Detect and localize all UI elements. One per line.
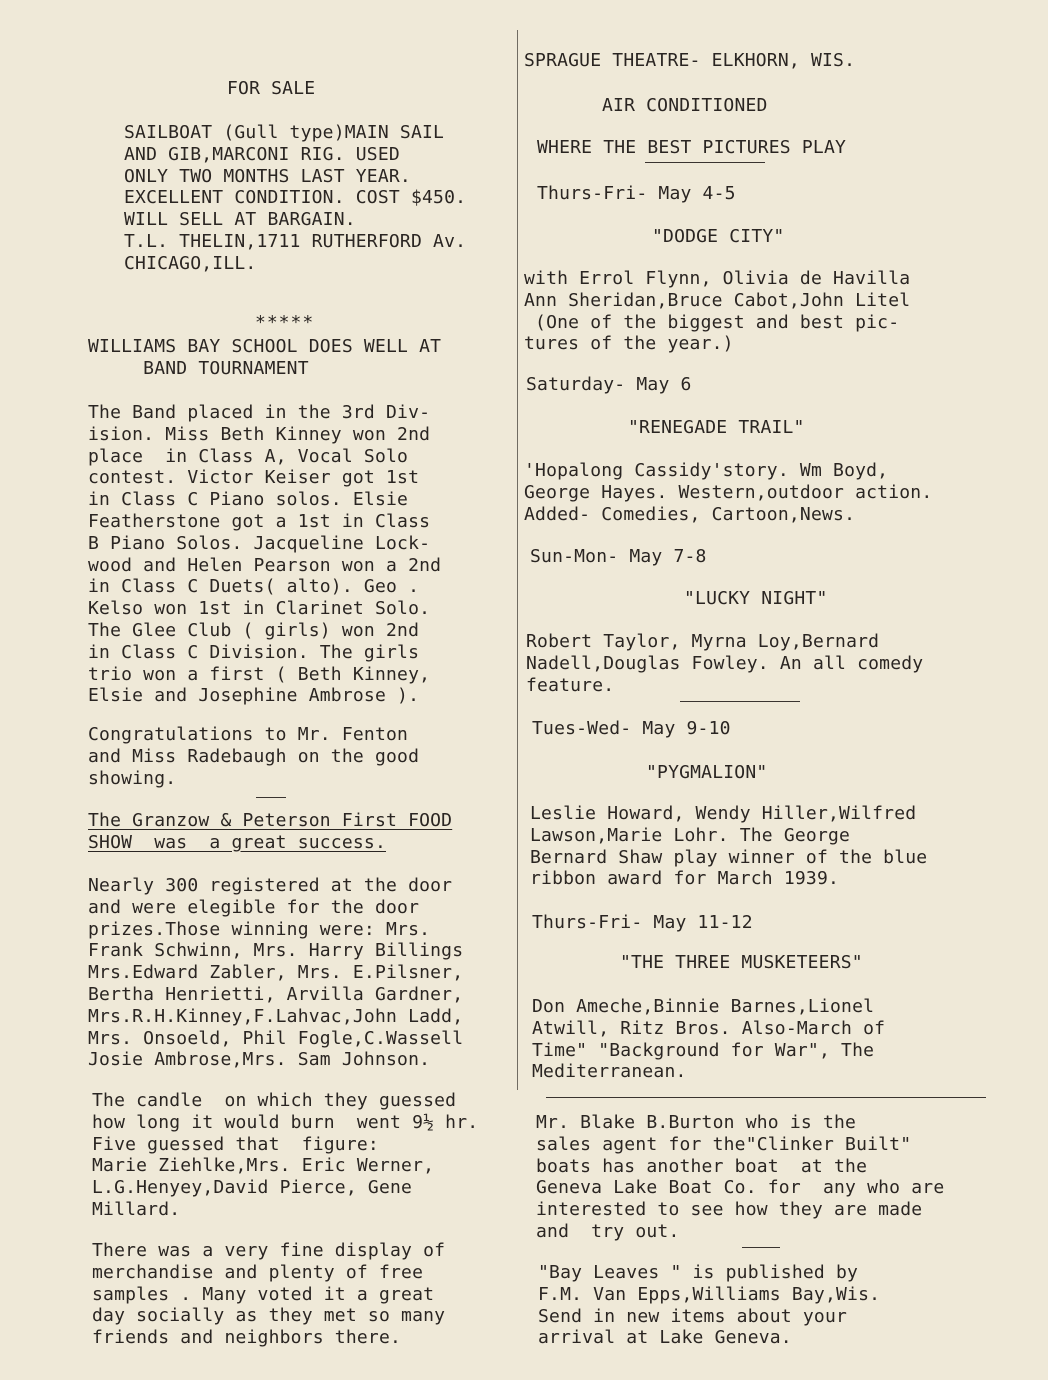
show2-date: Saturday- May 6 <box>526 374 692 395</box>
show5-date: Thurs-Fri- May 11-12 <box>532 912 753 933</box>
show3-description: Robert Taylor, Myrna Loy,Bernard Nadell,Douglas Fowley. An all comedy feature. <box>526 631 924 696</box>
theatre-title: SPRAGUE THEATRE- ELKHORN, WIS. <box>524 50 856 71</box>
section-separator-stars: ***** <box>255 312 315 333</box>
show1-description: with Errol Flynn, Olivia de Havilla Ann Sheridan,Bruce Cabot,John Litel (One of the biggest and best pic- tures of the year.) <box>524 268 911 355</box>
merchandise-display-article: There was a very fine display of merchandise and plenty of free samples . Many voted it a great day socially as they met so many friends and neighbors there. <box>92 1240 446 1349</box>
congratulations-note: Congratulations to Mr. Fenton and Miss Radebaugh on the good showing. <box>88 724 420 789</box>
for-sale-ad: SAILBOAT (Gull type)MAIN SAIL AND GIB,MARCONI RIG. USED ONLY TWO MONTHS LAST YEAR. EXCELLENT CONDITION. COST $450. WILL SELL AT BARGAIN. T.L. THELIN,1711 RUTHERFORD Av. CHICAGO,ILL. <box>124 122 467 274</box>
rule-after-show5 <box>546 1097 986 1098</box>
food-show-heading: The Granzow & Peterson First FOOD SHOW was a great success. <box>88 810 453 853</box>
theatre-tagline: WHERE THE BEST PICTURES PLAY <box>537 137 847 158</box>
show4-description: Leslie Howard, Wendy Hiller,Wilfred Lawson,Marie Lohr. The George Bernard Shaw play winner of the blue ribbon award for March 1939. <box>530 803 928 890</box>
show1-title: "DODGE CITY" <box>652 226 785 247</box>
for-sale-heading: FOR SALE <box>227 78 316 99</box>
show2-title: "RENEGADE TRAIL" <box>628 417 805 438</box>
show3-date: Sun-Mon- May 7-8 <box>530 546 707 567</box>
band-tournament-heading: WILLIAMS BAY SCHOOL DOES WELL AT BAND TOURNAMENT <box>88 336 442 379</box>
column-divider <box>517 30 518 1090</box>
air-conditioned-label: AIR CONDITIONED <box>602 95 768 116</box>
show1-date: Thurs-Fri- May 4-5 <box>537 183 736 204</box>
boat-sales-article: Mr. Blake B.Burton who is the sales agent for the"Clinker Built" boats has another boat at the Geneva Lake Boat Co. for any who are interested to see how they are made and try out. <box>536 1112 945 1242</box>
short-rule-right <box>742 1247 780 1248</box>
show3-title: "LUCKY NIGHT" <box>684 588 828 609</box>
short-rule <box>256 797 286 798</box>
show4-title: "PYGMALION" <box>646 762 768 783</box>
rule-under-tagline <box>645 162 765 163</box>
show4-date: Tues-Wed- May 9-10 <box>532 718 731 739</box>
rule-after-show3 <box>680 701 800 702</box>
band-tournament-article: The Band placed in the 3rd Div- ision. Miss Beth Kinney won 2nd place in Class A, Vocal Solo contest. Victor Keiser got 1st in Class C Piano solos. Elsie Featherstone got a 1st in Class B Piano Solos. Jacqueline Lock- wood and Helen Pearson won a 2nd in Class C Duets( alto). Geo . Kelso won 1st in Clarinet Solo. The Glee Club ( girls) won 2nd in Class C Division. The girls trio won a first ( Beth Kinney, Elsie and Josephine Ambrose ). <box>88 402 442 707</box>
publisher-note: "Bay Leaves " is published by F.M. Van Epps,Williams Bay,Wis. Send in new items about your arrival at Lake Geneva. <box>538 1262 881 1349</box>
show2-description: 'Hopalong Cassidy'story. Wm Boyd, George Hayes. Western,outdoor action. Added- Comedies, Cartoon,News. <box>524 460 933 525</box>
show5-title: "THE THREE MUSKETEERS" <box>620 952 863 973</box>
food-show-registration-article: Nearly 300 registered at the door and were elegible for the door prizes.Those winning were: Mrs. Frank Schwinn, Mrs. Harry Billings Mrs.Edward Zabler, Mrs. E.Pilsner, Bertha Henrietti, Arvilla Gardner, Mrs.R.H.Kinney,F.Lahvac,John Ladd, Mrs. Onsoeld, Phil Fogle,C.Wassell Josie Ambrose,Mrs. Sam Johnson. <box>88 875 464 1071</box>
candle-contest-article: The candle on which they guessed how long it would burn went 9½ hr. Five guessed that figure: Marie Ziehlke,Mrs. Eric Werner, L.G.Henyey,David Pierce, Gene Millard. <box>92 1090 479 1220</box>
show5-description: Don Ameche,Binnie Barnes,Lionel Atwill, Ritz Bros. Also-March of Time" "Background for War", The Mediterranean. <box>532 996 886 1083</box>
